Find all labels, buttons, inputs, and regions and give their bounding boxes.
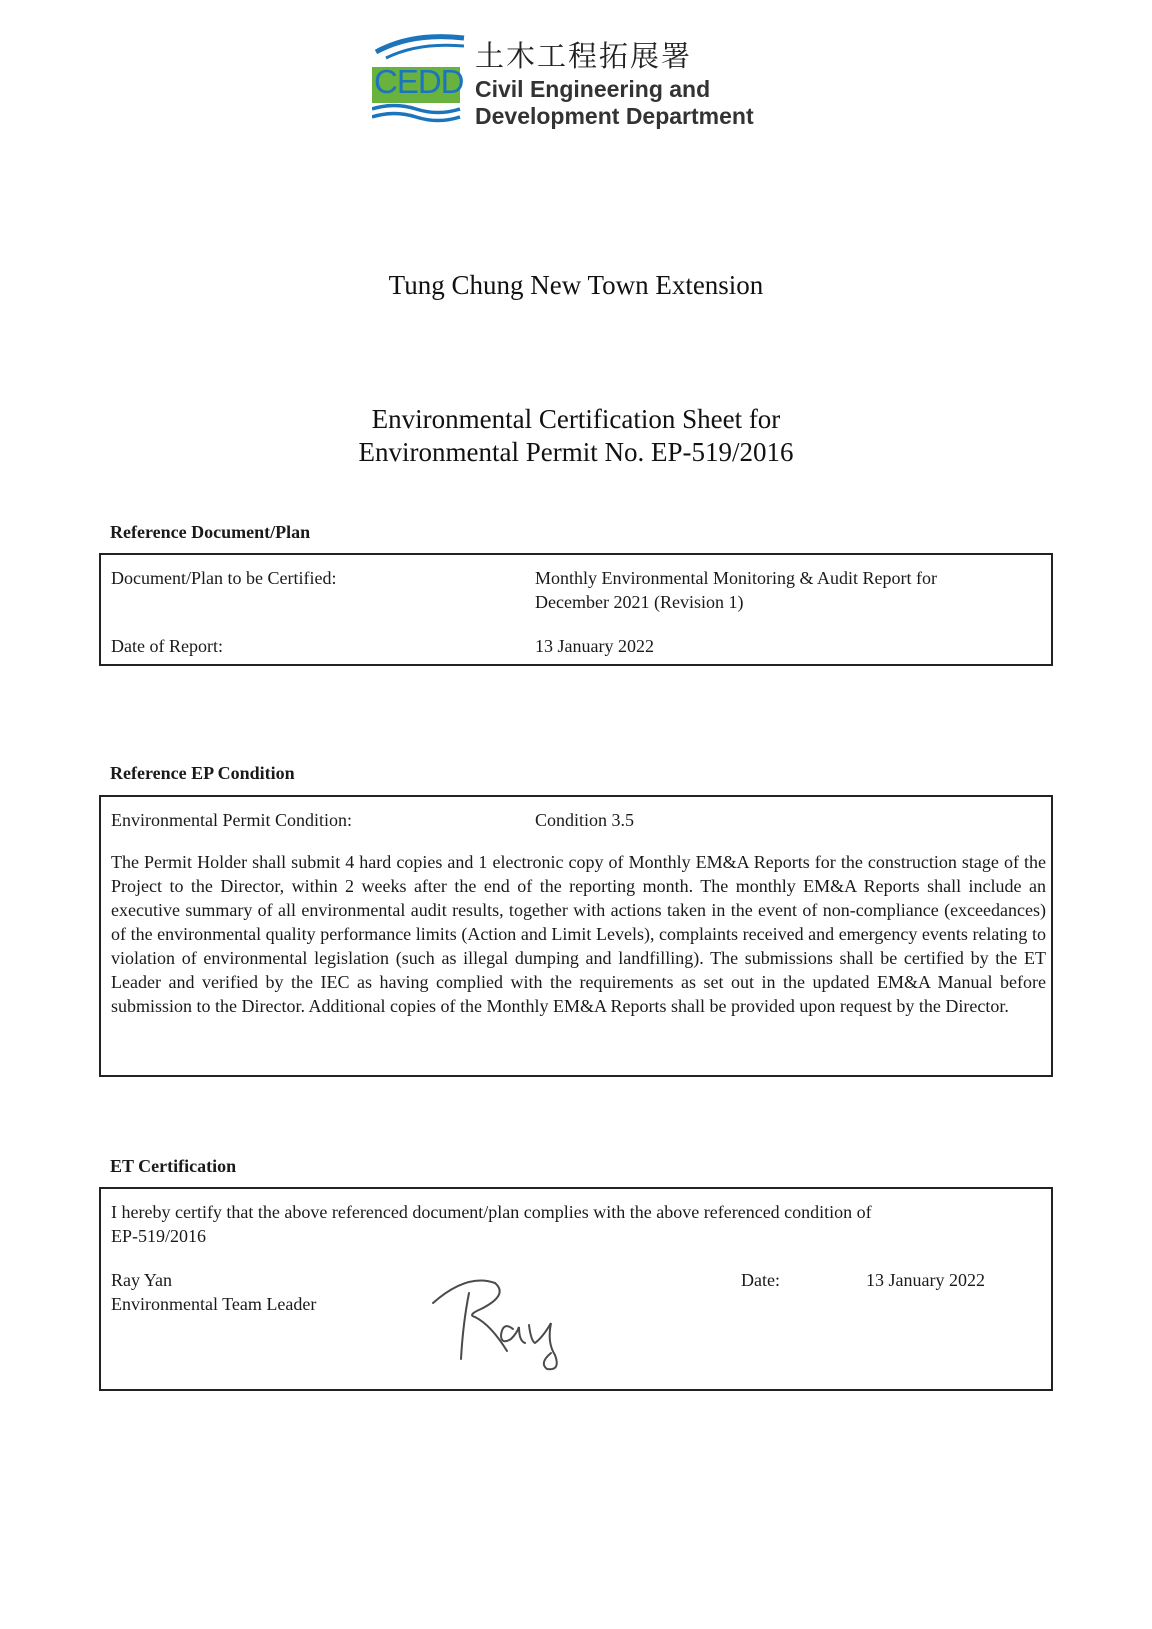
doc-value	[535, 566, 937, 614]
reference-document-box	[99, 553, 1053, 666]
reference-document-label: Reference Document/Plan	[110, 522, 311, 542]
condition-label: Environmental Permit Condition:	[111, 810, 352, 830]
dept-name-line1: Civil Engineering and	[475, 76, 711, 102]
dept-name-chinese: 土木工程拓展署	[475, 39, 693, 73]
signature	[429, 1263, 619, 1375]
date-of-report-label: Date of Report:	[111, 636, 223, 656]
doc-label: Document/Plan to be Certified:	[111, 568, 337, 588]
reference-condition-label: Reference EP Condition	[110, 763, 295, 783]
certification-date-value: 13 January 2022	[866, 1270, 985, 1290]
sheet-title	[0, 403, 1152, 469]
dept-name-english	[475, 76, 754, 130]
certification-statement	[111, 1200, 1046, 1248]
sheet-title-line1: Environmental Certification Sheet for	[371, 404, 781, 434]
condition-text: The Permit Holder shall submit 4 hard copies and 1 electronic copy of Monthly EM&A Reports for the construction stage of the Project to the Director, within 2 weeks after the end of the reporting month. The monthly EM&A Reports shall include an executive summary of all environmental audit results, together with actions taken in the event of non-compliance (exceedances) of the environmental quality performance limits (Action and Limit Levels), complaints received and emergency events relating to violation of environmental legislation (such as illegal dumping and landfilling). The submissions shall be certified by the ET Leader and verified by the IEC as having complied with the requirements as set out in the updated EM&A Manual before submission to the Director. Additional copies of the Monthly EM&A Reports shall be provided upon request by the Director.	[111, 852, 1046, 1016]
project-title: Tung Chung New Town Extension	[388, 270, 764, 300]
date-of-report-value: 13 January 2022	[535, 636, 654, 656]
cedd-logo	[372, 30, 792, 130]
certification-box	[99, 1187, 1053, 1391]
certification-label: ET Certification	[110, 1156, 237, 1176]
signer-role: Environmental Team Leader	[111, 1294, 317, 1314]
statement-line2: EP-519/2016	[111, 1226, 207, 1246]
doc-value-line2: December 2021 (Revision 1)	[535, 592, 744, 612]
condition-value: Condition 3.5	[535, 810, 635, 830]
doc-value-line1: Monthly Environmental Monitoring & Audit Report for	[535, 568, 937, 588]
sheet-title-line2: Environmental Permit No. EP-519/2016	[358, 437, 794, 467]
certification-date-label: Date:	[741, 1270, 780, 1290]
logo-abbr: CEDD	[374, 63, 464, 100]
signer-name: Ray Yan	[111, 1270, 173, 1290]
reference-condition-box	[99, 795, 1053, 1077]
statement-line1: I hereby certify that the above referenced document/plan complies with the above referenced condition of	[111, 1202, 872, 1222]
dept-name-line2: Development Department	[475, 103, 754, 129]
